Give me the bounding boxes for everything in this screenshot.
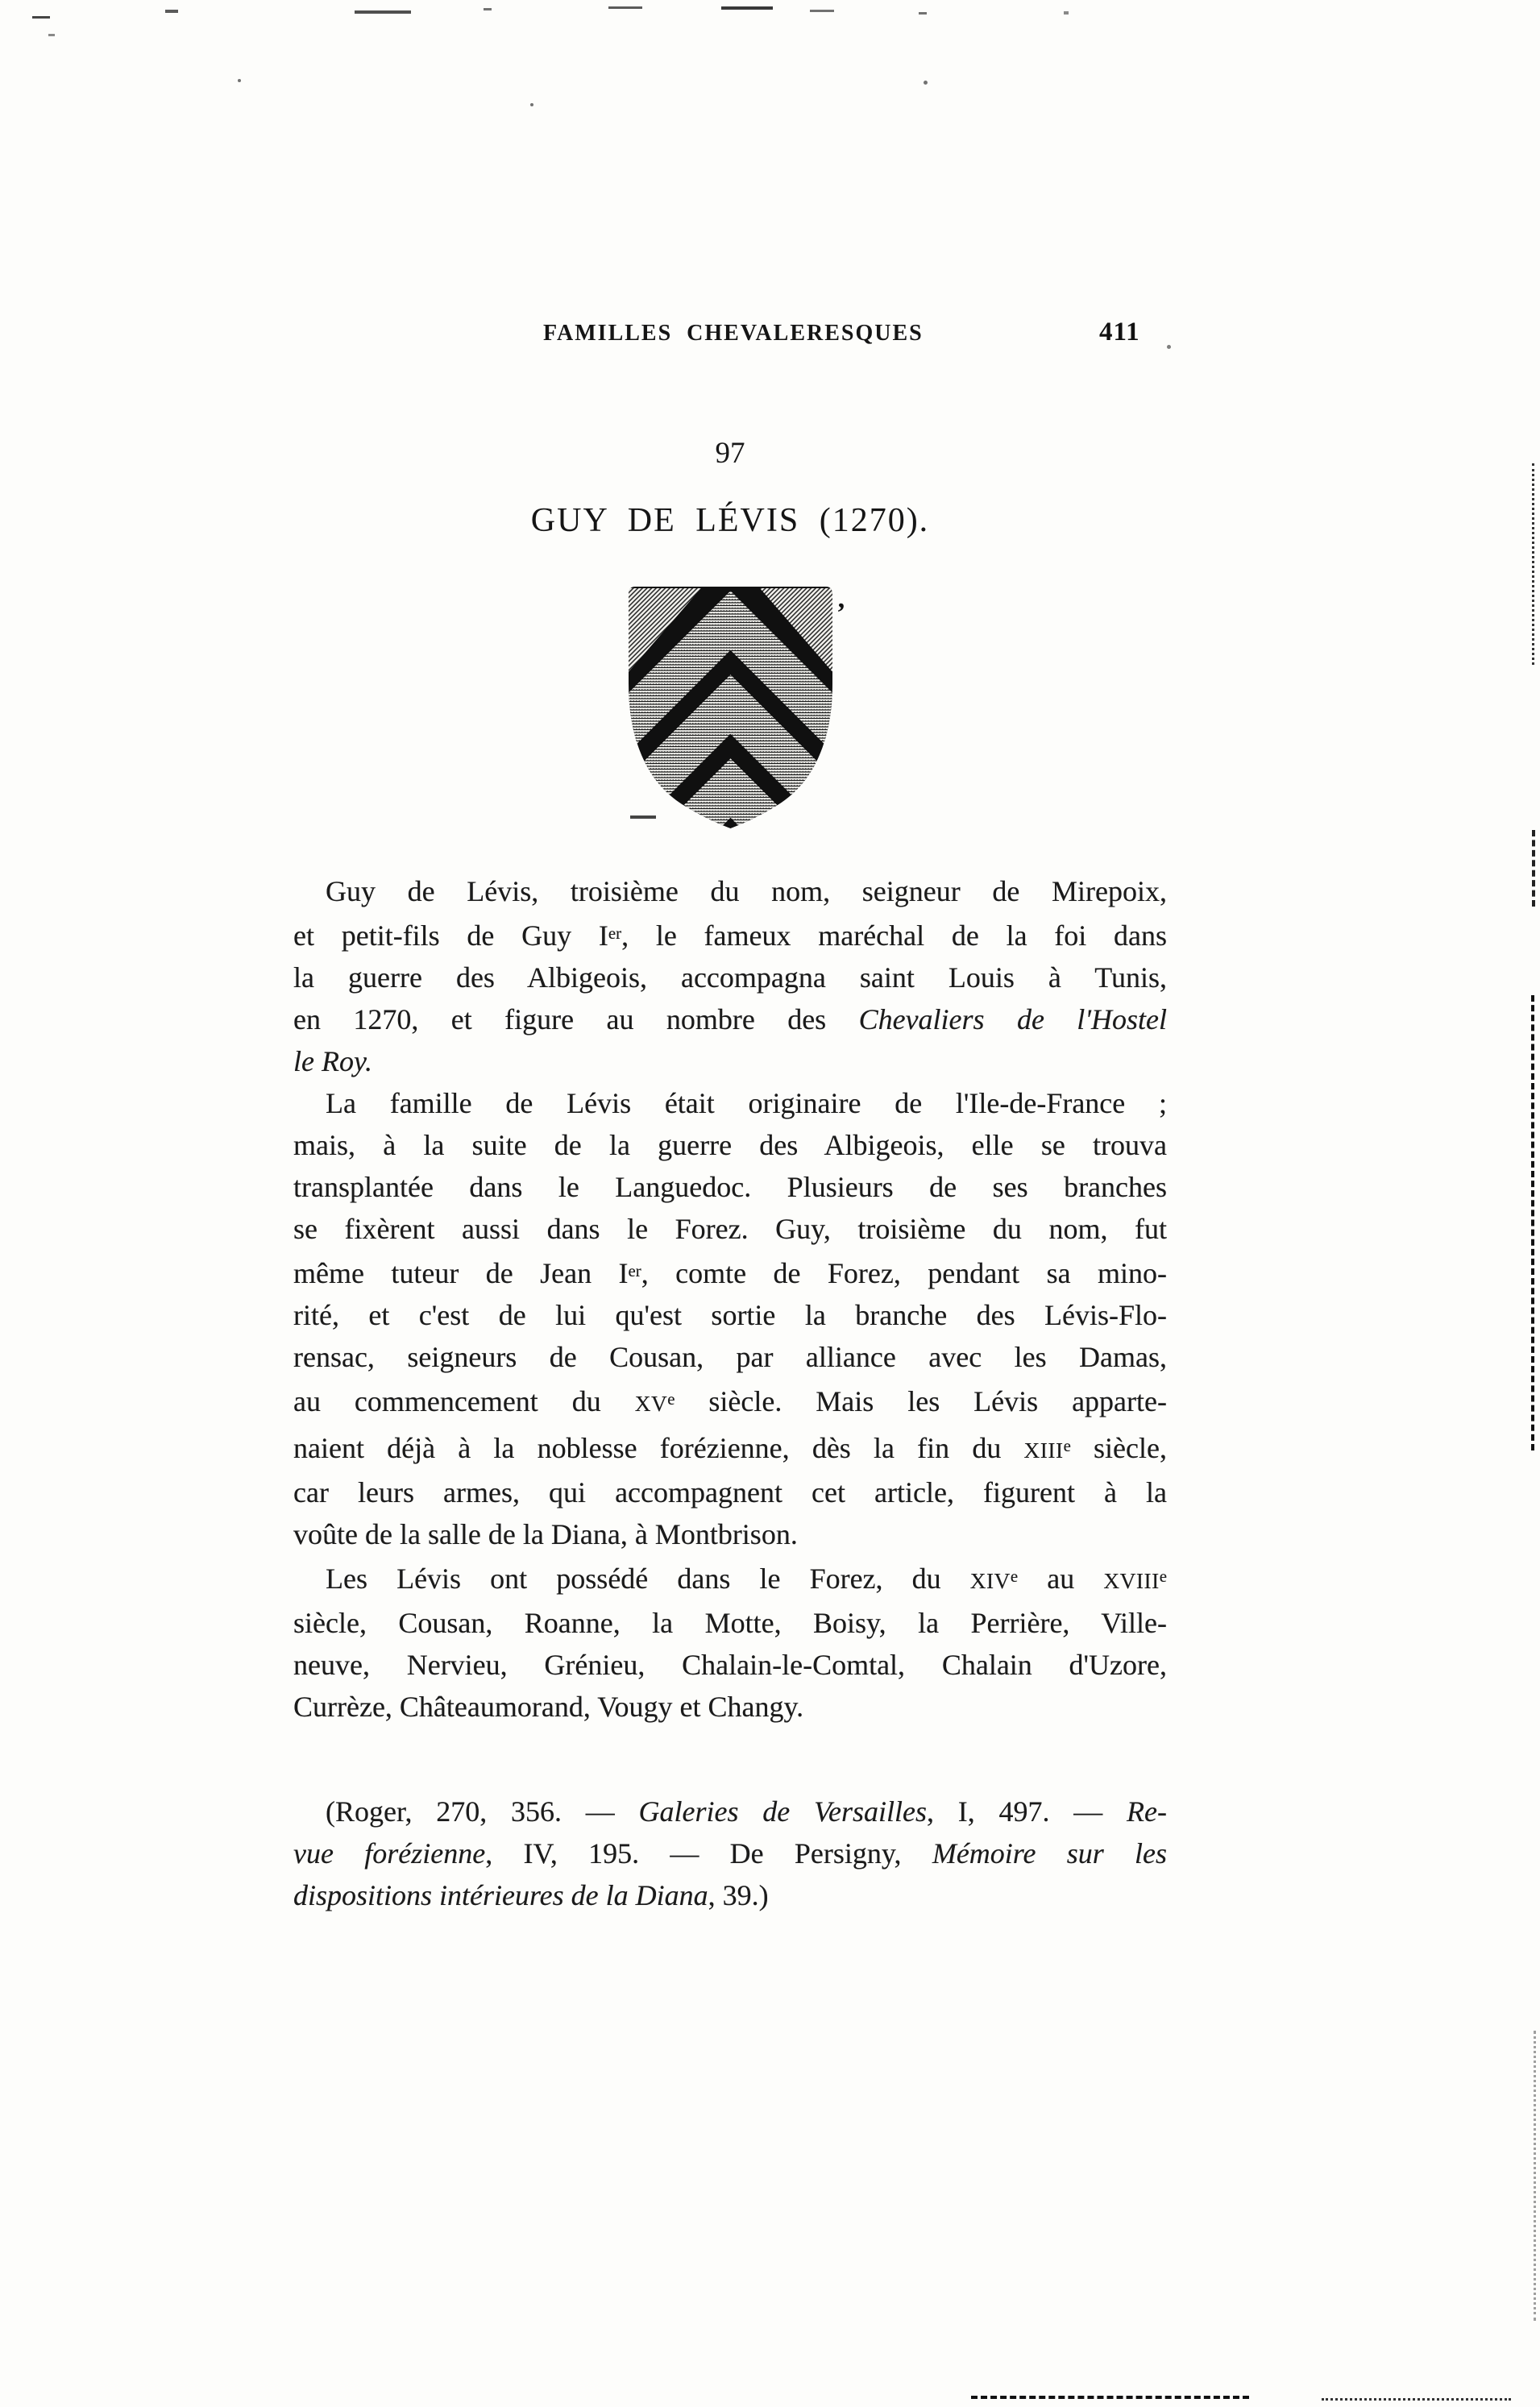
text-segment: se fixèrent aussi dans le Forez. Guy, troisième du nom, fut (293, 1212, 1167, 1245)
text-segment: XIII (1023, 1438, 1064, 1463)
text-line (293, 1602, 1167, 1644)
entry-title: GUY DE LÉVIS (1270). (530, 502, 930, 539)
text-segment: transplantée dans le Languedoc. Plusieurs de ses branches (293, 1170, 1167, 1203)
text-segment: , 39.) (708, 1878, 769, 1911)
scan-artifact-line (1322, 2398, 1511, 2401)
text-segment: même tuteur de Jean I (293, 1256, 629, 1289)
text-segment: au commencement du (293, 1384, 635, 1417)
scan-artifact-line (1534, 2031, 1536, 2321)
scan-speckle (1064, 11, 1069, 15)
text-line (293, 1832, 1167, 1874)
text-segment: au (1018, 1562, 1104, 1595)
text-segment: , comte de Forez, pendant sa mino- (641, 1256, 1167, 1289)
scan-speckle (810, 10, 834, 12)
text-line (293, 1513, 1167, 1555)
text-segment: et petit-fils de Guy I (293, 919, 608, 952)
text-segment: Chevaliers de l'Hostel (858, 1002, 1167, 1035)
text-line (293, 1378, 1167, 1425)
scan-artifact-line (971, 2396, 1249, 2399)
text-line (293, 1425, 1167, 1471)
page-number: 411 (1099, 317, 1140, 347)
body-paragraphs (293, 870, 1167, 1916)
scan-speckle (1167, 345, 1171, 349)
entry-number: 97 (715, 437, 745, 470)
shield-three-chevrons-icon (624, 582, 837, 830)
text-segment: siècle. Mais les Lévis apparte- (675, 1384, 1167, 1417)
running-header-title: FAMILLES CHEVALERESQUES (543, 321, 924, 346)
text-line (293, 1336, 1167, 1378)
text-segment: voûte de la salle de la Diana, à Montbrison. (293, 1517, 798, 1550)
scan-speckle (530, 103, 533, 106)
text-line (293, 1124, 1167, 1166)
text-segment: er (628, 1260, 641, 1280)
text-segment: dispositions intérieures de la Diana (293, 1878, 708, 1911)
paragraph-1 (293, 870, 1167, 1082)
text-segment: e (1063, 1435, 1071, 1455)
text-segment: la guerre des Albigeois, accompagna saint Louis à Tunis, (293, 961, 1167, 994)
scan-speckle (721, 6, 773, 10)
text-line (293, 1471, 1167, 1513)
text-segment: rité, et c'est de lui qu'est sortie la branche des Lévis-Flo- (293, 1298, 1167, 1331)
text-segment: er (608, 923, 622, 943)
text-segment: naient déjà à la noblesse forézienne, dès la fin du (293, 1431, 1024, 1464)
text-segment: neuve, Nervieu, Grénieu, Chalain-le-Comtal, Chalain d'Uzore, (293, 1648, 1167, 1681)
scan-artifact-line (1532, 830, 1535, 907)
text-line (293, 1555, 1167, 1602)
paragraph-3 (293, 1555, 1167, 1728)
text-segment: , IV, 195. — De Persigny, (485, 1836, 932, 1870)
scan-artifact-line (1531, 995, 1534, 1450)
scan-speckle (48, 34, 55, 36)
scan-speckle (32, 16, 50, 19)
scan-speckle: ’ (836, 598, 846, 628)
text-line (293, 1250, 1167, 1294)
text-segment: Mémoire sur les (932, 1836, 1168, 1870)
text-line (293, 1040, 1167, 1082)
text-line (293, 1686, 1167, 1728)
paragraph-2 (293, 1082, 1167, 1555)
text-segment: Re- (1127, 1795, 1167, 1828)
text-segment: en 1270, et figure au nombre des (293, 1002, 859, 1035)
text-segment: e (1010, 1566, 1019, 1586)
scan-speckle (165, 10, 178, 13)
text-line (293, 1166, 1167, 1208)
text-segment: , le fameux maréchal de la foi dans (621, 919, 1167, 952)
scan-speckle (238, 79, 241, 82)
text-segment: (Roger, 270, 356. — (326, 1795, 639, 1828)
text-segment: siècle, Cousan, Roanne, la Motte, Boisy, la Perrière, Ville- (293, 1606, 1167, 1639)
scan-speckle (355, 10, 411, 14)
text-segment: Galeries de Versailles (638, 1795, 928, 1828)
text-segment: rensac, seigneurs de Cousan, par alliance avec les Damas, (293, 1340, 1167, 1373)
text-segment: car leurs armes, qui accompagnent cet article, figurent à la (293, 1475, 1167, 1509)
text-segment: e (1159, 1566, 1167, 1586)
scan-speckle (924, 81, 928, 85)
text-segment: XVIII (1103, 1568, 1160, 1593)
text-line (293, 1644, 1167, 1686)
text-segment: siècle, (1070, 1431, 1167, 1464)
scan-speckle (484, 8, 492, 10)
text-segment: Guy de Lévis, troisième du nom, seigneur de Mirepoix, (326, 875, 1167, 907)
text-line (293, 1874, 1167, 1916)
text-line (293, 1082, 1167, 1124)
text-segment: La famille de Lévis était originaire de l'Ile-de-France ; (326, 1086, 1167, 1119)
text-segment: le Roy. (293, 1044, 372, 1077)
text-segment: e (667, 1388, 675, 1409)
text-line (293, 870, 1167, 912)
text-segment: Currèze, Châteaumorand, Vougy et Changy. (293, 1690, 804, 1723)
text-segment: XIV (969, 1568, 1011, 1593)
text-segment: Les Lévis ont possédé dans le Forez, du (326, 1562, 970, 1595)
scan-speckle (608, 6, 642, 9)
text-segment: vue forézienne (293, 1836, 486, 1870)
scan-speckle (630, 815, 656, 819)
text-line (293, 912, 1167, 957)
running-header (293, 317, 1167, 358)
text-line (293, 1208, 1167, 1250)
text-line (293, 998, 1167, 1040)
text-segment: , I, 497. — (927, 1795, 1127, 1828)
bibliography (293, 1791, 1167, 1916)
coat-of-arms-image (624, 582, 837, 830)
text-segment: XV (634, 1391, 668, 1416)
text-line (293, 957, 1167, 998)
scan-artifact-line (1532, 463, 1534, 665)
text-line (293, 1294, 1167, 1336)
text-segment: mais, à la suite de la guerre des Albigeois, elle se trouva (293, 1128, 1167, 1161)
scan-speckle (919, 12, 927, 15)
text-line (293, 1791, 1167, 1832)
